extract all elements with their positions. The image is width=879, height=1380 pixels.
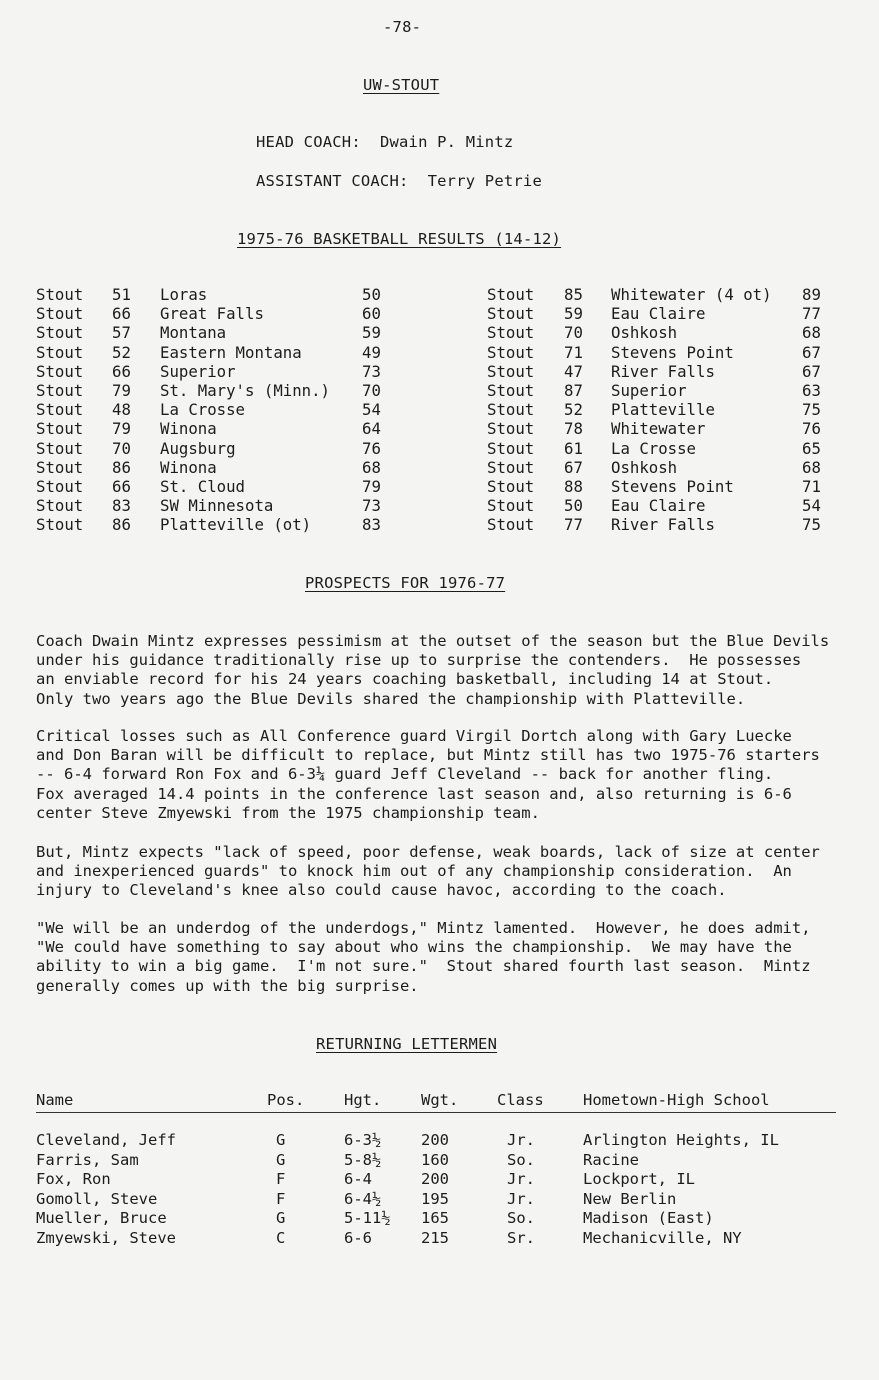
player-hometown: Madison (East) (583, 1209, 714, 1228)
opponent-score: 49 (362, 342, 381, 362)
opponent-score: 68 (802, 323, 821, 343)
player-name: Farris, Sam (36, 1150, 139, 1169)
assistant-coach-label: ASSISTANT COACH: (256, 172, 409, 190)
game-row (487, 381, 837, 400)
opponent-score: 83 (362, 515, 381, 535)
player-height: 5-11½ (344, 1209, 391, 1228)
player-height: 5-8½ (344, 1150, 382, 1169)
game-row (487, 419, 837, 438)
opponent-name: La Crosse (160, 400, 246, 420)
col-hgt-header: Hgt. (344, 1091, 382, 1109)
game-row (36, 515, 436, 534)
school-title: UW-STOUT (363, 76, 440, 94)
team-name: Stout (487, 304, 535, 324)
player-height: 6-4 (344, 1170, 372, 1189)
opponent-name: Oshkosh (611, 323, 678, 343)
game-row (487, 323, 837, 342)
opponent-score: 73 (362, 496, 381, 516)
player-weight: 165 (421, 1209, 449, 1228)
opponent-name: Augsburg (160, 438, 236, 458)
opponent-name: Stevens Point (611, 342, 734, 362)
player-height: 6-4½ (344, 1189, 382, 1208)
assistant-coach-name: Terry Petrie (427, 172, 542, 190)
game-row (36, 419, 436, 438)
opponent-name: St. Cloud (160, 476, 246, 496)
letterman-row (36, 1131, 836, 1151)
opponent-score: 79 (362, 476, 381, 496)
prospects-paragraph-2: Critical losses such as All Conference guard Virgil Dortch along with Gary Luecke and Don Baran will be difficult to replace, but Mintz still has two 1975-76 starters -- 6-4 forward Ron Fox and 6-3¼ guard Jeff Cleveland -- back for another fling. Fox averaged 14.4 points in the conference last season and, also returning is 6-6 center Steve Zmyewski from the 1975 championship team. (36, 727, 820, 822)
team-score: 70 (564, 323, 583, 343)
opponent-score: 68 (802, 457, 821, 477)
opponent-score: 75 (802, 400, 821, 420)
letterman-row (36, 1151, 836, 1171)
player-position: G (276, 1209, 286, 1228)
opponent-name: Stevens Point (611, 476, 734, 496)
player-class: Jr. (507, 1189, 535, 1208)
team-score: 52 (564, 400, 583, 420)
game-row (36, 381, 436, 400)
game-row (487, 458, 837, 477)
team-name: Stout (487, 342, 535, 362)
team-score: 67 (564, 457, 583, 477)
game-row (36, 323, 436, 342)
team-name: Stout (487, 419, 535, 439)
game-row (36, 304, 436, 323)
player-height: 6-6 (344, 1228, 372, 1247)
game-row (487, 304, 837, 323)
player-class: Sr. (507, 1228, 535, 1247)
player-name: Cleveland, Jeff (36, 1131, 176, 1149)
col-class-header: Class (497, 1091, 544, 1109)
game-row (36, 439, 436, 458)
game-row (487, 477, 837, 496)
col-name-header: Name (36, 1091, 74, 1109)
team-name: Stout (36, 457, 84, 477)
player-position: G (276, 1131, 286, 1149)
lettermen-table (36, 1091, 836, 1249)
team-name: Stout (36, 496, 84, 516)
player-height: 6-3½ (344, 1131, 382, 1149)
team-name: Stout (36, 476, 84, 496)
opponent-score: 54 (802, 496, 821, 516)
team-score: 78 (564, 419, 583, 439)
player-name: Fox, Ron (36, 1170, 111, 1189)
game-row (487, 496, 837, 515)
game-row (36, 458, 436, 477)
team-name: Stout (487, 457, 535, 477)
col-wgt-header: Wgt. (421, 1091, 459, 1109)
game-row (36, 343, 436, 362)
team-name: Stout (487, 400, 535, 420)
team-name: Stout (36, 323, 84, 343)
opponent-score: 89 (802, 285, 821, 304)
results-title: 1975-76 BASKETBALL RESULTS (14-12) (237, 230, 562, 248)
game-row (487, 285, 837, 304)
results-column-left (36, 285, 436, 534)
opponent-score: 67 (802, 361, 821, 381)
game-row (36, 362, 436, 381)
opponent-name: Winona (160, 457, 217, 477)
prospects-paragraph-3: But, Mintz expects "lack of speed, poor defense, weak boards, lack of size at center and inexperienced guards" to knock him out of any championship consideration. An injury to Cleveland's knee also could cause havoc, according to the coach. (36, 843, 820, 900)
player-hometown: New Berlin (583, 1189, 677, 1208)
opponent-name: Montana (160, 323, 227, 343)
team-score: 57 (112, 323, 131, 343)
opponent-name: River Falls (611, 361, 715, 381)
player-position: G (276, 1150, 286, 1169)
game-row (487, 343, 837, 362)
team-score: 79 (112, 419, 131, 439)
game-row (36, 400, 436, 419)
team-score: 87 (564, 380, 583, 400)
player-class: Jr. (507, 1131, 535, 1149)
opponent-score: 77 (802, 304, 821, 324)
opponent-name: Platteville (ot) (160, 515, 312, 535)
team-score: 51 (112, 285, 131, 304)
team-score: 59 (564, 304, 583, 324)
opponent-score: 75 (802, 515, 821, 535)
player-name: Gomoll, Steve (36, 1189, 158, 1208)
opponent-score: 68 (362, 457, 381, 477)
opponent-score: 76 (802, 419, 821, 439)
team-name: Stout (487, 323, 535, 343)
game-row (487, 400, 837, 419)
opponent-score: 63 (802, 380, 821, 400)
team-score: 86 (112, 515, 131, 535)
team-score: 70 (112, 438, 131, 458)
opponent-score: 76 (362, 438, 381, 458)
team-name: Stout (36, 400, 84, 420)
opponent-name: Winona (160, 419, 217, 439)
opponent-name: Great Falls (160, 304, 264, 324)
opponent-score: 50 (362, 285, 381, 304)
col-hometown-header: Hometown-High School (583, 1091, 770, 1109)
team-name: Stout (36, 438, 84, 458)
team-name: Stout (487, 496, 535, 516)
team-score: 85 (564, 285, 583, 304)
game-row (487, 515, 837, 534)
team-name: Stout (36, 515, 84, 535)
player-position: F (276, 1189, 286, 1208)
opponent-score: 71 (802, 476, 821, 496)
team-name: Stout (36, 419, 84, 439)
team-score: 71 (564, 342, 583, 362)
opponent-name: SW Minnesota (160, 496, 274, 516)
opponent-name: Superior (160, 361, 236, 381)
opponent-name: River Falls (611, 515, 715, 535)
team-score: 66 (112, 476, 131, 496)
opponent-name: Oshkosh (611, 457, 678, 477)
player-hometown: Racine (583, 1150, 639, 1169)
opponent-name: Whitewater (611, 419, 706, 439)
player-weight: 195 (421, 1189, 449, 1208)
head-coach-line (256, 133, 513, 151)
col-pos-header: Pos. (267, 1091, 305, 1109)
player-name: Zmyewski, Steve (36, 1228, 176, 1247)
team-name: Stout (487, 476, 535, 496)
player-position: C (276, 1228, 286, 1247)
opponent-score: 65 (802, 438, 821, 458)
player-class: So. (507, 1150, 535, 1169)
team-name: Stout (36, 361, 84, 381)
player-position: F (276, 1170, 286, 1189)
head-coach-name: Dwain P. Mintz (379, 133, 514, 151)
opponent-name: Superior (611, 380, 687, 400)
game-row (36, 285, 436, 304)
opponent-score: 54 (362, 400, 381, 420)
page-number: -78- (383, 18, 422, 36)
team-score: 86 (112, 457, 131, 477)
opponent-score: 70 (362, 380, 381, 400)
letterman-row (36, 1209, 836, 1229)
game-row (36, 477, 436, 496)
team-score: 83 (112, 496, 131, 516)
team-name: Stout (36, 285, 84, 304)
player-weight: 200 (421, 1131, 449, 1149)
player-name: Mueller, Bruce (36, 1209, 167, 1228)
opponent-name: St. Mary's (Minn.) (160, 380, 331, 400)
opponent-score: 59 (362, 323, 381, 343)
player-class: Jr. (507, 1170, 535, 1189)
team-score: 79 (112, 380, 131, 400)
opponent-name: Whitewater (4 ot) (611, 285, 772, 304)
team-name: Stout (487, 380, 535, 400)
game-row (487, 439, 837, 458)
team-name: Stout (36, 342, 84, 362)
team-name: Stout (36, 380, 84, 400)
game-row (487, 362, 837, 381)
lettermen-body (36, 1131, 836, 1249)
team-score: 48 (112, 400, 131, 420)
team-score: 52 (112, 342, 131, 362)
player-weight: 160 (421, 1150, 449, 1169)
team-name: Stout (36, 304, 84, 324)
head-coach-label: HEAD COACH: (256, 133, 361, 151)
opponent-score: 73 (362, 361, 381, 381)
letterman-row (36, 1170, 836, 1190)
opponent-name: Eastern Montana (160, 342, 302, 362)
assistant-coach-line (256, 172, 542, 190)
prospects-paragraph-1: Coach Dwain Mintz expresses pessimism at the outset of the season but the Blue Devils under his guidance traditionally rise up to surprise the contenders. He possesses an enviable record for his 24 years coaching basketball, including 14 at Stout. Only two years ago the Blue Devils shared the championship with Platteville. (36, 632, 830, 708)
opponent-name: Platteville (611, 400, 715, 420)
team-name: Stout (487, 285, 535, 304)
team-score: 66 (112, 361, 131, 381)
opponent-name: La Crosse (611, 438, 697, 458)
player-hometown: Arlington Heights, IL (583, 1131, 779, 1149)
player-hometown: Mechanicville, NY (583, 1228, 742, 1247)
team-score: 77 (564, 515, 583, 535)
team-score: 88 (564, 476, 583, 496)
lettermen-header-row (36, 1091, 836, 1113)
player-hometown: Lockport, IL (583, 1170, 695, 1189)
team-score: 47 (564, 361, 583, 381)
opponent-score: 67 (802, 342, 821, 362)
opponent-score: 64 (362, 419, 381, 439)
game-row (36, 496, 436, 515)
letterman-row (36, 1229, 836, 1249)
team-name: Stout (487, 515, 535, 535)
team-score: 66 (112, 304, 131, 324)
team-name: Stout (487, 438, 535, 458)
opponent-score: 60 (362, 304, 381, 324)
results-column-right (487, 285, 837, 534)
player-weight: 215 (421, 1228, 449, 1247)
opponent-name: Eau Claire (611, 304, 706, 324)
player-weight: 200 (421, 1170, 449, 1189)
letterman-row (36, 1190, 836, 1210)
team-score: 50 (564, 496, 583, 516)
opponent-name: Eau Claire (611, 496, 706, 516)
team-name: Stout (487, 361, 535, 381)
opponent-name: Loras (160, 285, 208, 304)
player-class: So. (507, 1209, 535, 1228)
prospects-title: PROSPECTS FOR 1976-77 (305, 574, 506, 592)
team-score: 61 (564, 438, 583, 458)
lettermen-title: RETURNING LETTERMEN (316, 1035, 498, 1053)
prospects-paragraph-4: "We will be an underdog of the underdogs," Mintz lamented. However, he does admit, "We could have something to say about who wins the championship. We may have the ability to win a big game. I'm not sure." Stout shared fourth last season. Mintz generally comes up with the big surprise. (36, 919, 811, 995)
